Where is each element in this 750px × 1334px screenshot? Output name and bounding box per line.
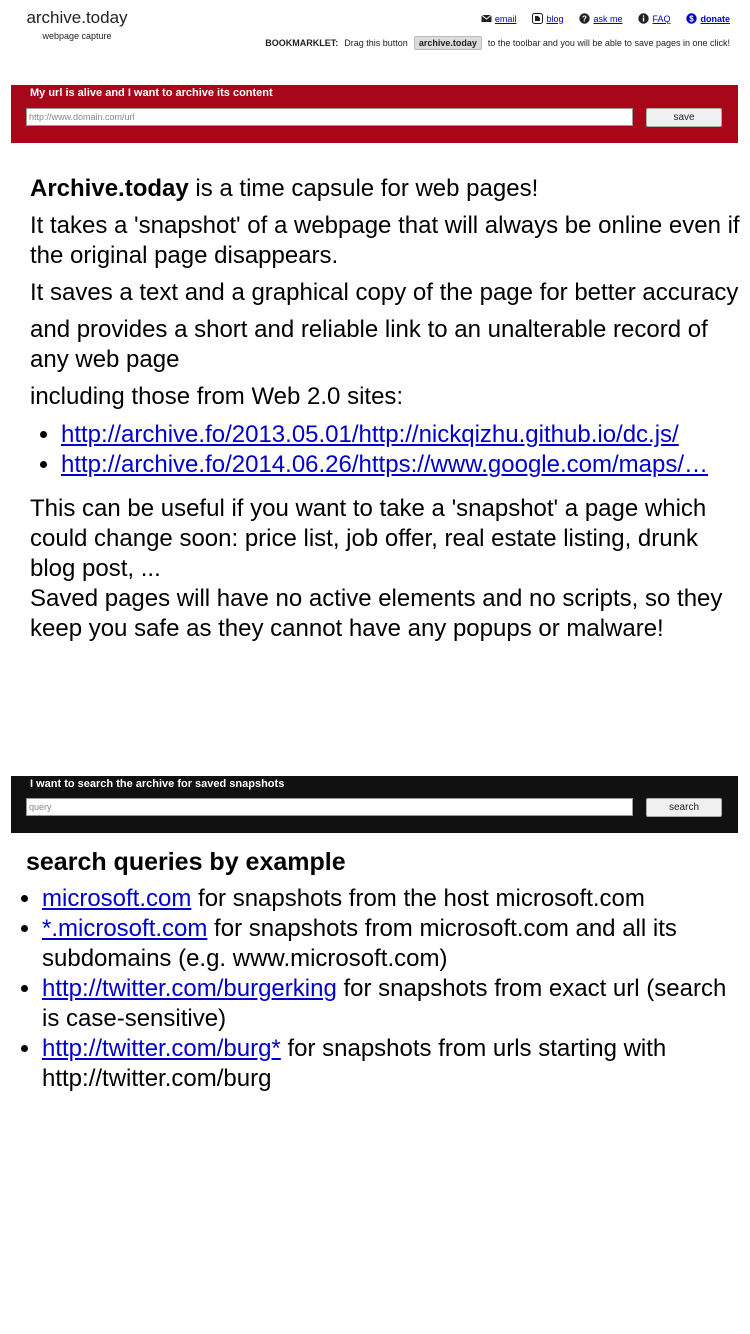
about-section [30,174,740,644]
logo-subtitle: webpage capture [42,31,112,41]
about-line-4: and provides a short and reliable link to an unalterable record of any web page [30,316,708,373]
example-query-link[interactable]: http://twitter.com/burg* [42,1035,281,1062]
search-form-heading: I want to search the archive for saved snapshots [30,778,285,790]
faq-link[interactable] [638,13,670,24]
site-logo[interactable] [22,8,132,41]
about-line-6: This can be useful if you want to take a 'snapshot' a page which could change soon: price list, job offer, real estate listing, drunk blog post, ... [30,495,707,582]
example-links [30,420,740,480]
about-line-3: It saves a text and a graphical copy of the page for better accuracy [30,279,739,306]
svg-text:?: ? [582,14,588,24]
example-query-desc: for snapshots from exact url (search is case-sensitive) [42,975,727,1032]
example-link[interactable]: http://archive.fo/2013.05.01/http://nickqizhu.github.io/dc.js/ [61,421,679,448]
svg-text:$: $ [689,14,695,24]
example-link[interactable]: http://archive.fo/2014.06.26/https://www.google.com/maps/… [61,451,709,478]
search-examples-list [26,884,736,1094]
about-line-7: Saved pages will have no active elements and no scripts, so they keep you safe as they cannot have any popups or malware! [30,585,723,642]
email-link-label: email [494,13,517,24]
example-query-link[interactable]: http://twitter.com/burgerking [42,975,337,1002]
list-item [61,450,740,480]
about-line-1 [30,174,740,204]
ask-me-link[interactable] [579,13,622,24]
blog-icon [532,13,543,24]
search-examples-title: search queries by example [26,848,346,876]
donate-link-label: donate [700,13,730,24]
search-input[interactable] [26,798,633,816]
about-line-5: including those from Web 2.0 sites: [30,383,404,410]
example-query-desc: for snapshots from microsoft.com and all its subdomains (e.g. www.microsoft.com) [42,915,677,972]
bookmarklet-instruction-after: to the toolbar and you will be able to save pages in one click! [487,38,730,48]
envelope-icon [481,13,492,24]
brand-name: Archive.today [30,175,189,202]
example-query-desc: for snapshots from the host microsoft.com [198,885,645,912]
archive-form-heading: My url is alive and I want to archive its content [30,87,273,99]
donate-link[interactable] [686,13,730,24]
bookmarklet-label: BOOKMARKLET: [265,38,339,48]
faq-link-label: FAQ [652,13,671,24]
question-icon [579,13,590,24]
example-query-link[interactable]: microsoft.com [42,885,192,912]
search-examples [26,846,736,1094]
example-query-link[interactable]: *.microsoft.com [42,915,208,942]
about-line-1-rest: is a time capsule for web pages! [188,175,539,202]
ask-me-link-label: ask me [593,13,623,24]
bookmarklet-instruction-before: Drag this button [344,38,408,48]
info-icon [638,13,649,24]
list-item [61,420,740,450]
bookmarklet-bar [265,36,730,50]
donate-icon [686,13,697,24]
list-item [42,974,736,1034]
search-form [11,776,738,833]
blog-link[interactable] [532,13,563,24]
logo-title: archive.today [26,8,128,27]
about-line-2: It takes a 'snapshot' of a webpage that will always be online even if the original page disappears. [30,212,740,269]
top-nav [481,13,730,24]
url-input[interactable] [26,108,633,126]
bookmarklet-button[interactable]: archive.today [414,36,482,50]
save-button[interactable]: save [646,108,722,127]
archive-form [11,85,738,143]
email-link[interactable] [481,13,517,24]
search-button[interactable]: search [646,798,722,817]
list-item [42,1034,736,1094]
example-query-desc: for snapshots from urls starting with http://twitter.com/burg [42,1035,667,1092]
list-item [42,914,736,974]
list-item [42,884,736,914]
blog-link-label: blog [546,13,564,24]
